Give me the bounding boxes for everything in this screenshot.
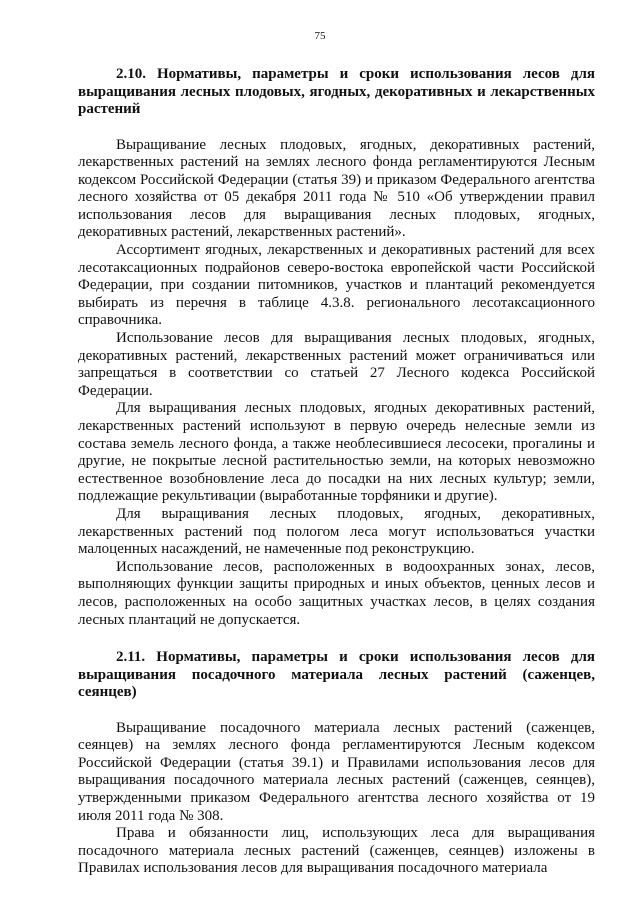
section-heading-2-10: 2.10. Нормативы, параметры и сроки использования лесов для выращивания лесных плодовых, ягодных, декоративных и лекарственных растений bbox=[78, 66, 595, 117]
page-number: 75 bbox=[314, 30, 326, 42]
paragraph: Ассортимент ягодных, лекарственных и декоративных растений для всех лесотаксационных подрайонов северо-востока европейской части Российской Федерации, при создании питомников, участков и плантаций рекомендуется выбирать из перечня в таблице 4.3.8. регионального лесотаксационного справочника. bbox=[78, 242, 595, 329]
page-content bbox=[78, 66, 595, 878]
paragraph: Для выращивания лесных плодовых, ягодных декоративных растений, лекарственных растений используют в первую очередь нелесные земли из состава земель лесного фонда, а также необлесившиеся лесосеки, прогалины и другие, не покрытые лесной растительностью земли, на которых невозможно естественное возобновление леса до посадки на них лесных культур; земли, подлежащие рекультивации (выработанные торфяники и другие). bbox=[78, 400, 595, 505]
paragraph: Выращивание посадочного материала лесных растений (саженцев, сеянцев) на землях лесного фонда регламентируются Лесным кодексом Российской Федерации (статья 39.1) и Правилами использования лесов для выращивания посадочного материала лесных растений (саженцев, сеянцев), утвержденными приказом Федерального агентства лесного хозяйства от 19 июля 2011 года № 308. bbox=[78, 719, 595, 824]
paragraph: Права и обязанности лиц, использующих леса для выращивания посадочного материала лесных растений (саженцев, сеянцев) изложены в Правилах использования лесов для выращивания посадочного материала bbox=[78, 825, 595, 877]
paragraph: Выращивание лесных плодовых, ягодных, декоративных растений, лекарственных растений на землях лесного фонда регламентируются Лесным кодексом Российской Федерации (статья 39) и приказом Федерального агентства лесного хозяйства от 05 декабря 2011 года № 510 «Об утверждении правил использования лесов для выращивания лесных плодовых, ягодных, декоративных растений, лекарственных растений». bbox=[78, 136, 595, 241]
paragraph: Использование лесов для выращивания лесных плодовых, ягодных, декоративных растений, лекарственных растений может ограничиваться или запрещаться в соответствии со статьей 27 Лесного кодекса Российской Федерации. bbox=[78, 330, 595, 399]
paragraph: Использование лесов, расположенных в водоохранных зонах, лесов, выполняющих функции защиты природных и иных объектов, ценных лесов и лесов, расположенных на особо защитных участках лесов, в целях создания лесных плантаций не допускается. bbox=[78, 558, 595, 628]
paragraph: Для выращивания лесных плодовых, ягодных, декоративных, лекарственных растений под пологом леса могут использоваться участки малоценных насаждений, не намеченные под реконструкцию. bbox=[78, 505, 595, 558]
section-heading-2-11: 2.11. Нормативы, параметры и сроки использования лесов для выращивания посадочного материала лесных растений (саженцев, сеянцев) bbox=[78, 649, 595, 701]
